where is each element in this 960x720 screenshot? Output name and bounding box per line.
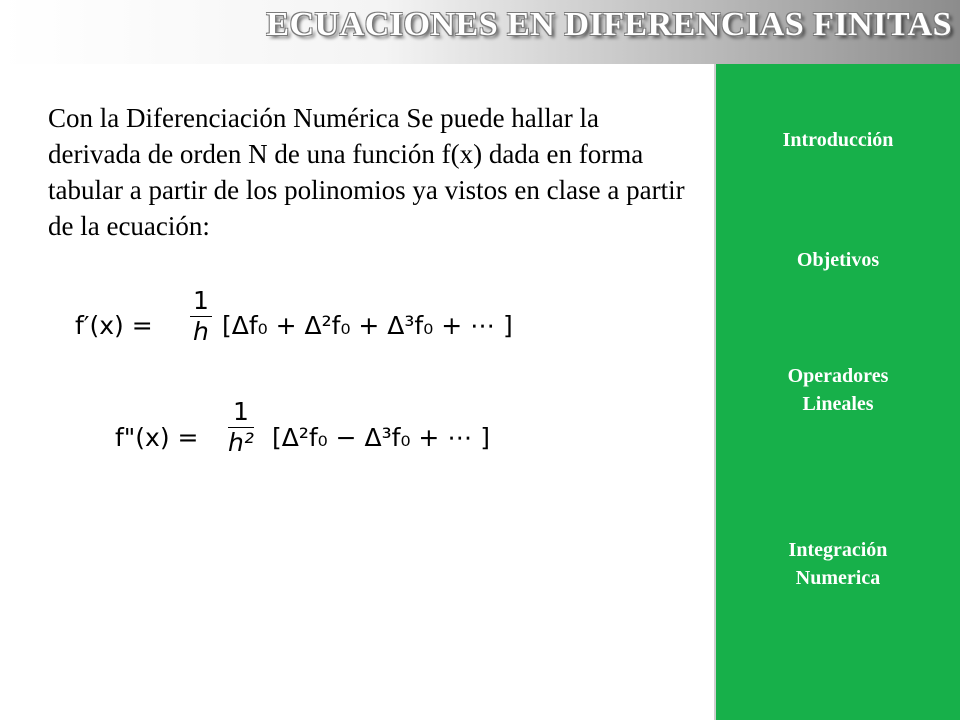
formula-second-lhs: f"(x) =	[115, 423, 199, 452]
sidebar-item-introduccion[interactable]: Introducción	[782, 129, 894, 151]
formula-first-numerator: 1	[190, 286, 212, 317]
intro-paragraph: Con la Diferenciación Numérica Se puede hallar la derivada de orden N de una función f(x) dada en forma tabular a partir de los polinomios ya vistos en clase a partir de la ecuación:	[48, 103, 685, 241]
slide-title: ECUACIONES EN DIFERENCIAS FINITAS	[266, 6, 952, 43]
sidebar-item-integracion-numerica[interactable]: Integración Numerica	[788, 539, 888, 589]
sidebar-item-objetivos[interactable]: Objetivos	[796, 249, 880, 271]
title-bar	[0, 0, 960, 64]
formula-second-numerator: 1	[228, 397, 254, 428]
formula-second-denominator: h²	[228, 428, 254, 457]
formula-first-denominator: h	[193, 317, 209, 346]
sidebar-item-operadores-lineales[interactable]: Operadores Lineales	[787, 365, 889, 415]
formula-first-fraction	[190, 286, 212, 347]
formula-second-bracket: [Δ²f₀ − Δ³f₀ + ⋯ ]	[272, 423, 491, 452]
formula-second-fraction	[228, 397, 254, 458]
formula-first-lhs: f′(x) =	[75, 311, 153, 340]
sidebar-nav	[714, 64, 960, 720]
formula-first-bracket: [Δf₀ + Δ²f₀ + Δ³f₀ + ⋯ ]	[222, 311, 513, 340]
